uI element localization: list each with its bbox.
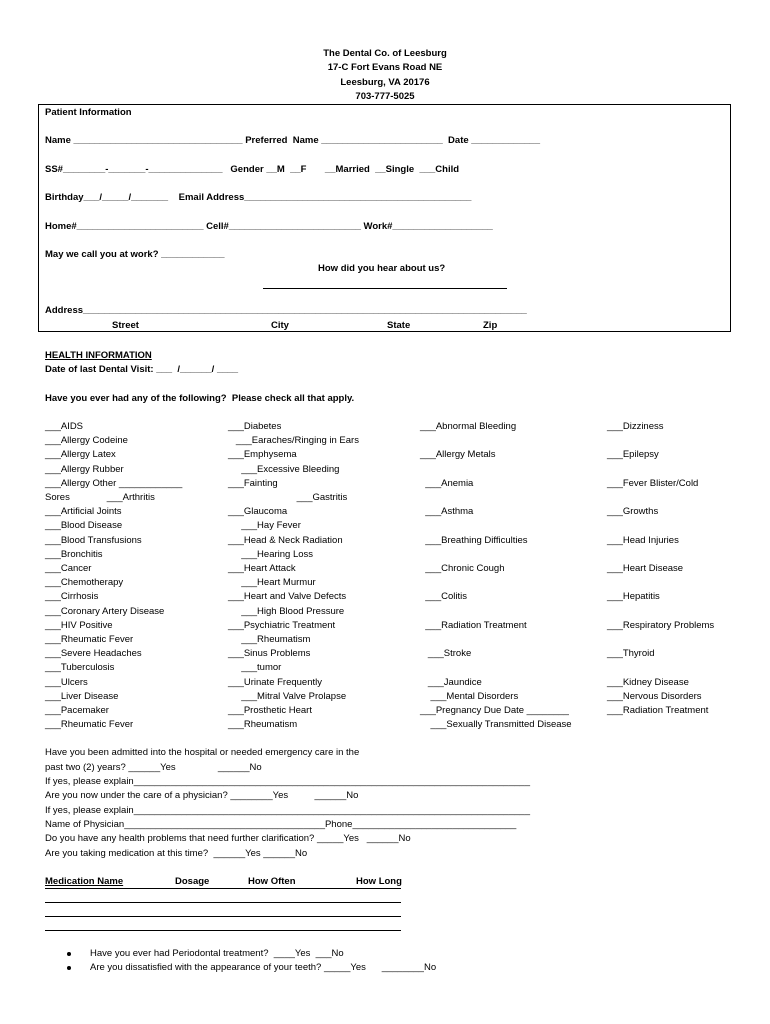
- condition-checkbox-item[interactable]: ___Allergy Rubber: [45, 463, 124, 475]
- condition-checkbox-item[interactable]: ___Chronic Cough: [420, 563, 505, 574]
- condition-checkbox-item[interactable]: ___Fainting: [228, 477, 278, 489]
- condition-checkbox-item[interactable]: ___Anemia: [420, 477, 474, 489]
- birthday-email-row[interactable]: Birthday___/_____/_______ Email Address___________________________________________: [45, 192, 472, 203]
- condition-checkbox-item[interactable]: ___Psychiatric Treatment: [228, 619, 336, 631]
- condition-checkbox-item[interactable]: ___Gastritis: [228, 492, 348, 503]
- condition-checkbox-item[interactable]: ___tumor: [228, 662, 282, 674]
- condition-checkbox-item[interactable]: ___Mitral Valve Prolapse: [228, 690, 347, 702]
- hear-about-us-line[interactable]: [263, 288, 507, 289]
- condition-checkbox-item[interactable]: ___Diabetes: [228, 421, 282, 432]
- condition-checkbox-item[interactable]: ___Liver Disease: [45, 690, 119, 702]
- company-address-line2: Leesburg, VA 20176: [340, 77, 430, 88]
- condition-checkbox-item[interactable]: ___Heart Murmur: [228, 577, 316, 589]
- dosage-header: Dosage: [175, 876, 210, 887]
- city-label: City: [271, 320, 289, 331]
- medication-line-1[interactable]: [45, 902, 401, 903]
- condition-checkbox-item[interactable]: ___Colitis: [420, 591, 467, 603]
- question-medication[interactable]: Are you taking medication at this time? ______Yes ______No: [45, 848, 308, 859]
- medication-line-2[interactable]: [45, 916, 401, 917]
- condition-checkbox-item[interactable]: ___Rheumatism: [228, 634, 311, 645]
- question-physician[interactable]: Are you now under the care of a physician? ________Yes ______No: [45, 790, 359, 801]
- condition-checkbox-item[interactable]: ___Pregnancy Due Date ________: [420, 705, 569, 716]
- condition-checkbox-item[interactable]: ___Cirrhosis: [45, 591, 99, 603]
- condition-checkbox-item[interactable]: ___Hearing Loss: [228, 548, 314, 560]
- condition-checkbox-item[interactable]: ___Blood Transfusions: [45, 534, 142, 546]
- question-periodontal[interactable]: Have you ever had Periodontal treatment? ____Yes ___No: [90, 948, 344, 959]
- bullet-icon: [67, 966, 71, 970]
- condition-checkbox-item[interactable]: ___Head & Neck Radiation: [228, 534, 343, 546]
- last-visit-row[interactable]: Date of last Dental Visit: ___ /______/ ____: [45, 364, 239, 375]
- condition-checkbox-item[interactable]: ___Fever Blister/Cold: [607, 477, 699, 489]
- bullet-icon: [67, 952, 71, 956]
- condition-checkbox-item[interactable]: ___Rheumatic Fever: [45, 634, 134, 645]
- condition-checkbox-item[interactable]: ___Allergy Codeine: [45, 435, 128, 447]
- condition-checkbox-item[interactable]: ___Radiation Treatment: [420, 619, 527, 631]
- question-hospital-explain[interactable]: If yes, please explain___________________________________________________________________________: [45, 776, 530, 787]
- condition-checkbox-item[interactable]: ___Sexually Transmitted Disease: [420, 719, 572, 731]
- condition-checkbox-item[interactable]: ___Rheumatism: [228, 719, 298, 731]
- question-hospital: Have you been admitted into the hospital or needed emergency care in the: [45, 747, 360, 758]
- condition-checkbox-item[interactable]: ___Allergy Other ____________: [45, 477, 183, 489]
- conditions-question: Have you ever had any of the following? Please check all that apply.: [45, 393, 355, 404]
- condition-checkbox-item[interactable]: ___Heart and Valve Defects: [228, 591, 347, 603]
- condition-checkbox-item[interactable]: ___Dizziness: [607, 421, 664, 432]
- condition-checkbox-item[interactable]: ___Prosthetic Heart: [228, 705, 312, 716]
- ss-gender-row[interactable]: SS#________-_______-______________ Gender __M __F __Married __Single ___Child: [45, 164, 460, 175]
- condition-checkbox-item[interactable]: ___Radiation Treatment: [607, 705, 709, 716]
- condition-checkbox-item[interactable]: ___Coronary Artery Disease: [45, 605, 165, 617]
- physician-name-phone[interactable]: Name of Physician______________________________________Phone_______________________________: [45, 819, 517, 830]
- condition-checkbox-item[interactable]: ___Urinate Frequently: [228, 676, 322, 688]
- medication-name-header: Medication Name: [45, 876, 124, 887]
- condition-checkbox-item[interactable]: ___Kidney Disease: [607, 676, 689, 688]
- condition-checkbox-item[interactable]: ___Breathing Difficulties: [420, 534, 528, 546]
- how-often-header: How Often: [248, 876, 296, 887]
- condition-checkbox-item[interactable]: ___Hepatitis: [607, 591, 660, 603]
- call-at-work-question[interactable]: May we call you at work? ____________: [45, 249, 225, 260]
- condition-checkbox-item[interactable]: ___Epilepsy: [607, 449, 659, 461]
- condition-checkbox-item[interactable]: ___Nervous Disorders: [607, 690, 702, 702]
- condition-checkbox-item[interactable]: ___Allergy Latex: [45, 449, 116, 461]
- medication-line-3[interactable]: [45, 930, 401, 931]
- company-address-line1: 17-C Fort Evans Road NE: [327, 62, 443, 73]
- phone-numbers-row[interactable]: Home#________________________ Cell#_________________________ Work#___________________: [45, 221, 493, 232]
- condition-checkbox-item[interactable]: ___Asthma: [420, 506, 474, 518]
- condition-checkbox-item[interactable]: ___Heart Attack: [228, 563, 296, 574]
- company-phone: 703-777-5025: [355, 91, 415, 102]
- condition-checkbox-item[interactable]: ___Emphysema: [228, 449, 297, 461]
- condition-checkbox-item[interactable]: ___Rheumatic Fever: [45, 719, 134, 731]
- condition-checkbox-item[interactable]: ___Chemotherapy: [45, 577, 124, 589]
- zip-label: Zip: [483, 320, 498, 331]
- condition-checkbox-item[interactable]: ___Stroke: [420, 648, 472, 660]
- condition-checkbox-item[interactable]: ___Earaches/Ringing in Ears: [228, 435, 359, 447]
- condition-checkbox-item[interactable]: ___Hay Fever: [228, 520, 301, 532]
- company-name: The Dental Co. of Leesburg: [323, 48, 447, 59]
- condition-checkbox-item[interactable]: ___Head Injuries: [607, 534, 679, 546]
- condition-checkbox-item[interactable]: ___Mental Disorders: [420, 690, 519, 702]
- question-clarification[interactable]: Do you have any health problems that need further clarification? _____Yes ______No: [45, 833, 411, 844]
- condition-checkbox-item[interactable]: ___Excessive Bleeding: [228, 463, 340, 475]
- condition-checkbox-item[interactable]: ___Cancer: [45, 563, 92, 574]
- condition-checkbox-item[interactable]: ___Pacemaker: [45, 705, 109, 716]
- address-row[interactable]: Address____________________________________________________________________________________: [45, 305, 527, 316]
- condition-checkbox-item[interactable]: ___Severe Headaches: [45, 648, 142, 660]
- condition-checkbox-item[interactable]: ___Tuberculosis: [45, 662, 115, 674]
- name-row[interactable]: Name ________________________________ Preferred Name _______________________ Date _____________: [45, 135, 540, 146]
- condition-checkbox-item[interactable]: ___Jaundice: [420, 676, 482, 688]
- question-hospital-answer[interactable]: past two (2) years? ______Yes ______No: [45, 762, 262, 773]
- hear-about-us-question: How did you hear about us?: [318, 263, 446, 274]
- question-teeth-appearance[interactable]: Are you dissatisfied with the appearance of your teeth? _____Yes ________No: [90, 962, 437, 973]
- question-physician-explain[interactable]: If yes, please explain___________________________________________________________________________: [45, 805, 530, 816]
- condition-checkbox-item[interactable]: ___Respiratory Problems: [607, 619, 715, 631]
- how-long-header: How Long: [356, 876, 402, 887]
- health-info-title: HEALTH INFORMATION: [45, 350, 152, 361]
- condition-checkbox-item[interactable]: ___Abnormal Bleeding: [420, 421, 517, 432]
- patient-info-title: Patient Information: [45, 107, 132, 118]
- condition-checkbox-item[interactable]: ___Growths: [607, 506, 659, 518]
- condition-checkbox-item[interactable]: ___Heart Disease: [607, 563, 684, 574]
- condition-checkbox-item[interactable]: ___Bronchitis: [45, 548, 103, 560]
- condition-checkbox-item[interactable]: ___High Blood Pressure: [228, 605, 345, 617]
- condition-checkbox-item[interactable]: ___Blood Disease: [45, 520, 123, 532]
- condition-checkbox-item[interactable]: ___Glaucoma: [228, 506, 288, 518]
- street-label: Street: [112, 320, 139, 331]
- state-label: State: [387, 320, 411, 331]
- medication-header-underline: [45, 888, 401, 889]
- condition-checkbox-item[interactable]: ___Thyroid: [607, 648, 655, 660]
- condition-checkbox-item[interactable]: ___Artificial Joints: [45, 506, 122, 518]
- condition-checkbox-item[interactable]: ___Ulcers: [45, 676, 88, 688]
- condition-checkbox-item[interactable]: Sores ___Arthritis: [45, 492, 155, 503]
- condition-checkbox-item[interactable]: ___Allergy Metals: [420, 449, 496, 461]
- condition-checkbox-item[interactable]: ___HIV Positive: [45, 619, 113, 631]
- condition-checkbox-item[interactable]: ___AIDS: [45, 421, 84, 432]
- condition-checkbox-item[interactable]: ___Sinus Problems: [228, 648, 311, 660]
